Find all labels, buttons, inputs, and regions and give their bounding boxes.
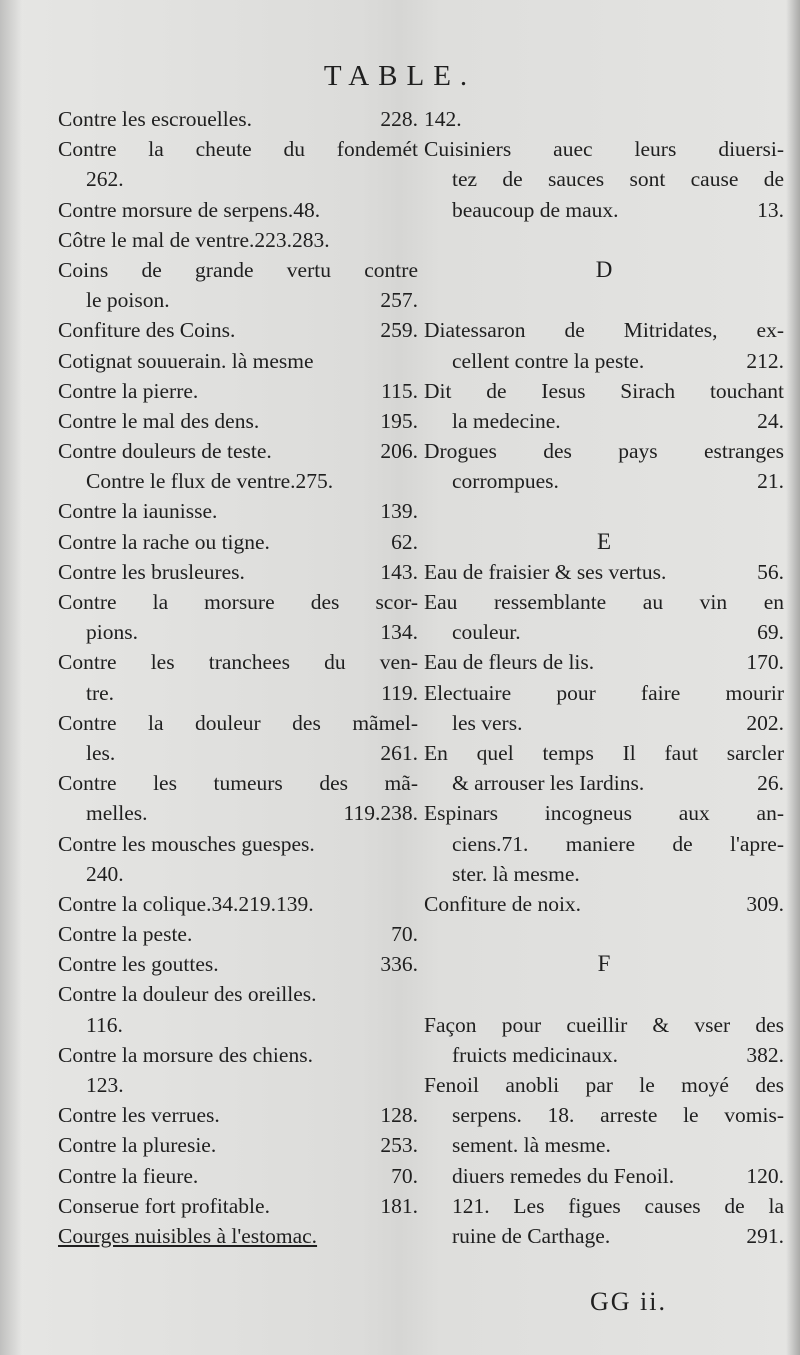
entry-text: ster. là mesme.	[452, 861, 580, 886]
index-entry	[58, 195, 418, 225]
entry-text: Fenoil anobli par le moyé des	[424, 1073, 784, 1097]
index-entry	[58, 1191, 418, 1221]
entry-text: Cuisiniers auec leurs diuersi-	[424, 137, 784, 162]
index-entry	[424, 647, 784, 677]
index-entry	[424, 1040, 784, 1070]
index-entry	[424, 285, 784, 315]
index-entry	[58, 919, 418, 949]
index-entry	[424, 738, 784, 768]
index-entry	[58, 1100, 418, 1130]
entry-page-number: 70.	[391, 1163, 418, 1188]
index-entry	[58, 557, 418, 587]
index-entry	[424, 1221, 784, 1251]
section-letter	[424, 527, 784, 557]
entry-page-number: 259.	[380, 318, 418, 343]
entry-text: le poison.	[86, 288, 170, 313]
index-entry	[424, 346, 784, 376]
index-entry	[58, 134, 418, 164]
index-entry	[58, 647, 418, 677]
entry-page-number: 21.	[757, 469, 784, 494]
entry-page-number: 24.	[757, 408, 784, 433]
index-entry	[424, 436, 784, 466]
entry-page-number: 115.	[381, 378, 418, 403]
entry-text: tez de sauces sont cause de	[452, 167, 784, 192]
entry-text: E	[596, 528, 612, 554]
entry-text: Contre la pluresie.	[58, 1133, 217, 1158]
entry-text: 142.	[424, 107, 462, 131]
entry-text: Espinars incogneus aux an-	[424, 801, 784, 826]
entry-text: pions.	[86, 620, 138, 645]
entry-text: Contre les brusleures.	[58, 559, 245, 584]
index-entry	[58, 829, 418, 859]
entry-page-number: 309.	[746, 891, 784, 916]
entry-text: Coins de grande vertu contre	[58, 257, 418, 282]
index-entry	[424, 798, 784, 828]
entry-page-number: 291.	[746, 1223, 784, 1248]
entry-text: les vers.	[452, 710, 523, 735]
index-entry	[58, 346, 418, 376]
entry-text: Dit de Iesus Sirach touchant	[424, 378, 784, 403]
index-entry	[58, 104, 418, 134]
index-entry	[424, 406, 784, 436]
index-entry	[424, 496, 784, 526]
index-entry	[58, 1040, 418, 1070]
entry-text: Electuaire pour faire mourir	[424, 680, 784, 705]
index-entry	[424, 195, 784, 225]
entry-text: Contre les verrues.	[58, 1103, 220, 1128]
entry-page-number: 26.	[757, 771, 784, 796]
entry-text: 116.	[86, 1012, 123, 1037]
index-entry	[58, 1070, 418, 1100]
entry-page-number: 170.	[746, 650, 784, 675]
entry-text: Confiture des Coins.	[58, 318, 236, 343]
index-entry	[58, 315, 418, 345]
index-entry	[424, 617, 784, 647]
index-entry	[58, 164, 418, 194]
entry-text: D	[595, 256, 613, 282]
entry-text: tre.	[86, 680, 115, 705]
index-entry	[58, 255, 418, 285]
entry-text: Contre la morsure des chiens.	[58, 1042, 313, 1067]
entry-text: corrompues.	[452, 469, 559, 494]
entry-text: Contre la douleur des oreilles.	[58, 982, 317, 1007]
entry-page-number: 139.	[380, 499, 418, 524]
entry-text: melles.	[86, 801, 148, 826]
index-entry	[58, 1010, 418, 1040]
section-letter	[424, 949, 784, 979]
entry-text: Courges nuisibles à l'estomac.	[58, 1223, 318, 1248]
entry-text: Diatessaron de Mitridates, ex-	[424, 318, 784, 343]
entry-text: 121. Les figues causes de la	[452, 1193, 784, 1218]
entry-page-number: 120.	[746, 1163, 784, 1188]
entry-text: Contre la cheute du fondemét	[58, 137, 418, 162]
signature-mark: GG ii.	[590, 1287, 667, 1316]
index-entry	[58, 889, 418, 919]
entry-text: fruicts medicinaux.	[452, 1042, 618, 1067]
entry-text: ruine de Carthage.	[452, 1223, 611, 1248]
index-entry	[58, 466, 418, 496]
index-entry	[58, 678, 418, 708]
index-entry	[58, 436, 418, 466]
index-entry	[58, 225, 418, 255]
entry-page-number: 336.	[380, 952, 418, 977]
entry-text: cellent contre la peste.	[452, 348, 645, 373]
entry-text: serpens. 18. arreste le vomis-	[452, 1103, 784, 1128]
index-entry	[424, 708, 784, 738]
index-entry	[424, 1100, 784, 1130]
entry-text: Contre les tranchees du ven-	[58, 650, 418, 675]
entry-page-number: 212.	[746, 348, 784, 373]
index-entry	[424, 979, 784, 1009]
entry-text: & arrouser les Iardins.	[452, 771, 645, 796]
index-entry	[58, 798, 418, 828]
entry-text: Eau ressemblante au vin en	[424, 590, 784, 614]
entry-text: couleur.	[452, 620, 521, 645]
entry-text: Drogues des pays estranges	[424, 439, 784, 464]
index-entry	[424, 134, 784, 164]
index-entry	[424, 859, 784, 889]
entry-text: Confiture de noix.	[424, 891, 582, 916]
entry-text: Eau de fleurs de lis.	[424, 650, 595, 675]
index-entry	[58, 617, 418, 647]
entry-text: diuers remedes du Fenoil.	[452, 1163, 675, 1188]
section-letter	[424, 255, 784, 285]
entry-text: 240.	[86, 861, 124, 886]
index-entry	[424, 225, 784, 255]
index-entry	[58, 406, 418, 436]
entry-text: beaucoup de maux.	[452, 197, 619, 222]
index-entry	[424, 1161, 784, 1191]
index-entry	[58, 376, 418, 406]
entry-text: Contre la colique.34.219.139.	[58, 891, 314, 916]
index-entry	[58, 285, 418, 315]
entry-text: Contre les gouttes.	[58, 952, 219, 977]
entry-page-number: 119.238.	[343, 801, 418, 826]
entry-text: 262.	[86, 167, 124, 192]
index-entry	[58, 738, 418, 768]
entry-text: Façon pour cueillir & vser des	[424, 1012, 784, 1037]
index-entry	[424, 466, 784, 496]
entry-text: En quel temps Il faut sarcler	[424, 740, 784, 765]
entry-text: Contre la morsure des scor-	[58, 590, 418, 614]
page-header: TABLE.	[323, 60, 477, 92]
index-entry	[424, 919, 784, 949]
entry-page-number: 206.	[380, 439, 418, 464]
entry-page-number: 143.	[380, 559, 418, 584]
entry-text: Contre le flux de ventre.275.	[86, 469, 334, 494]
index-entry	[58, 587, 418, 617]
index-entry	[424, 678, 784, 708]
index-entry	[58, 859, 418, 889]
index-entry	[424, 1070, 784, 1100]
entry-text: Contre la douleur des mãmel-	[58, 710, 418, 735]
entry-text: Conserue fort profitable.	[58, 1193, 270, 1218]
entry-page-number: 228.	[380, 107, 418, 131]
entry-text: Contre la rache ou tigne.	[58, 529, 270, 554]
entry-page-number: 253.	[380, 1133, 418, 1158]
entry-text: 123.	[86, 1073, 124, 1097]
entry-text: Cotignat souuerain. là mesme	[58, 348, 314, 373]
index-entry	[58, 708, 418, 738]
index-entry	[424, 1010, 784, 1040]
entry-page-number: 56.	[757, 559, 784, 584]
entry-page-number: 13.	[757, 197, 784, 222]
index-entry	[58, 768, 418, 798]
entry-text: Contre douleurs de teste.	[58, 439, 272, 464]
index-entry	[424, 557, 784, 587]
index-entry	[58, 527, 418, 557]
entry-page-number: 181.	[380, 1193, 418, 1218]
entry-text: Eau de fraisier & ses vertus.	[424, 559, 667, 584]
entry-text: Contre la iaunisse.	[58, 499, 218, 524]
entry-page-number: 62.	[391, 529, 418, 554]
entry-page-number: 195.	[380, 408, 418, 433]
entry-page-number: 134.	[380, 620, 418, 645]
index-column-left	[58, 104, 418, 1251]
index-column-right	[424, 104, 784, 1251]
entry-page-number: 261.	[380, 740, 418, 765]
entry-page-number: 128.	[380, 1103, 418, 1128]
index-entry	[424, 768, 784, 798]
entry-text: F	[597, 951, 611, 977]
entry-text: les.	[86, 740, 116, 765]
index-entry	[58, 496, 418, 526]
index-entry	[424, 164, 784, 194]
entry-text: Contre la peste.	[58, 922, 193, 947]
page-edge-shadow	[786, 0, 800, 1355]
entry-page-number: 202.	[746, 710, 784, 735]
entry-text: la medecine.	[452, 408, 561, 433]
index-entry	[424, 315, 784, 345]
entry-text: Contre le mal des dens.	[58, 408, 260, 433]
index-entry	[58, 979, 418, 1009]
entry-page-number: 257.	[380, 288, 418, 313]
entry-page-number: 69.	[757, 620, 784, 645]
entry-text: ciens.71. maniere de l'apre-	[452, 831, 784, 856]
entry-page-number: 382.	[746, 1042, 784, 1067]
index-entry	[58, 1161, 418, 1191]
entry-text: Contre les tumeurs des mã-	[58, 771, 418, 796]
entry-text: sement. là mesme.	[452, 1133, 611, 1158]
entry-page-number: 70.	[391, 922, 418, 947]
index-entry	[58, 949, 418, 979]
entry-text: Contre morsure de serpens.48.	[58, 197, 321, 222]
entry-text: Contre la fieure.	[58, 1163, 199, 1188]
index-entry	[424, 587, 784, 617]
index-entry	[58, 1130, 418, 1160]
entry-text: Contre les escrouelles.	[58, 107, 253, 131]
index-entry	[424, 1191, 784, 1221]
entry-text: Contre les mousches guespes.	[58, 831, 315, 856]
index-entry	[58, 1221, 418, 1251]
entry-text: Côtre le mal de ventre.223.283.	[58, 227, 330, 252]
entry-page-number: 119.	[381, 680, 418, 705]
index-entry	[424, 889, 784, 919]
index-entry	[424, 104, 784, 134]
page-gutter-shadow	[0, 0, 22, 1355]
index-entry	[424, 829, 784, 859]
index-entry	[424, 376, 784, 406]
index-entry	[424, 1130, 784, 1160]
entry-text: Contre la pierre.	[58, 378, 199, 403]
